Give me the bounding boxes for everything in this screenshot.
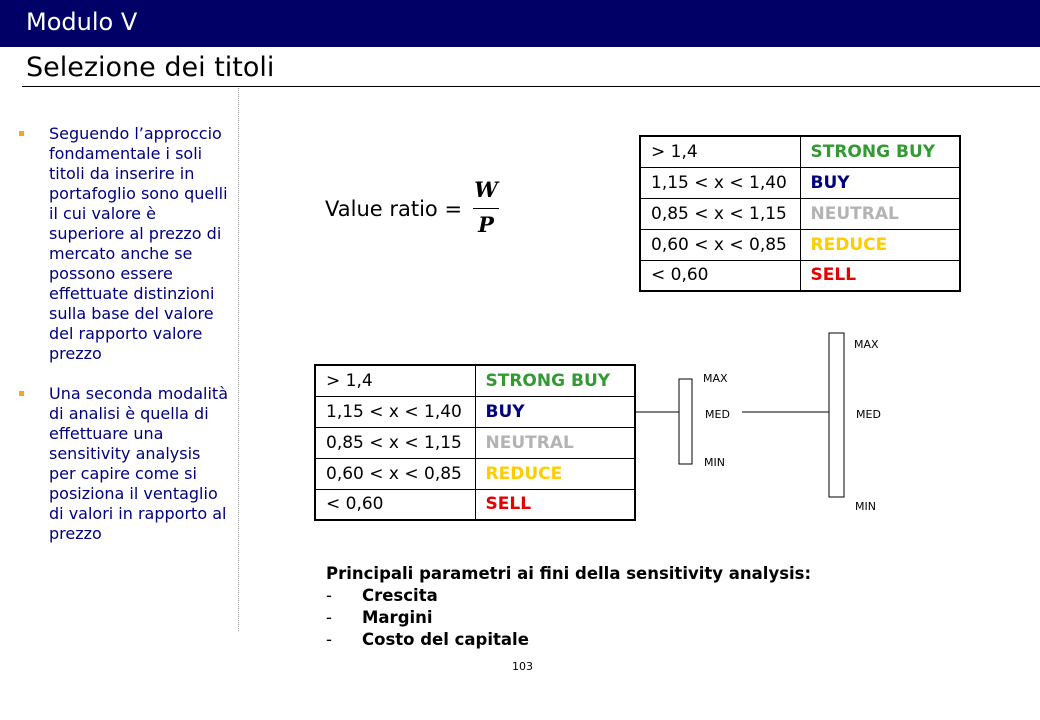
bullet-marker-icon (19, 391, 24, 396)
signal-cell: STRONG BUY (800, 136, 960, 167)
parameter-item (326, 607, 811, 629)
header-bar (0, 0, 1040, 47)
module-label: Modulo V (26, 8, 138, 36)
right-med-label: MED (856, 408, 881, 421)
formula-label: Value ratio = (325, 197, 463, 221)
table-row (640, 198, 960, 229)
parameters-heading: Principali parametri ai fini della sensitivity analysis: (326, 564, 812, 583)
left-med-label: MED (705, 408, 730, 421)
range-cell: < 0,60 (315, 489, 475, 520)
table-row (315, 489, 635, 520)
bullet-list (14, 124, 229, 564)
table-row (315, 427, 635, 458)
signal-cell: STRONG BUY (475, 365, 635, 396)
ratio-table-top (639, 135, 961, 292)
signal-cell: NEUTRAL (800, 198, 960, 229)
parameter-dash: - (326, 630, 332, 649)
range-cell: 0,60 < x < 0,85 (640, 229, 800, 260)
signal-cell: NEUTRAL (475, 427, 635, 458)
range-cell: 1,15 < x < 1,40 (315, 396, 475, 427)
table-row (640, 167, 960, 198)
range-cell: > 1,4 (640, 136, 800, 167)
signal-cell: BUY (475, 396, 635, 427)
bullet-text: Seguendo l’approccio fondamentale i soli titoli da inserire in portafoglio sono quelli il cui valore è superiore al prezzo di mercato anche se possono essere effettuate distinzioni sulla base del valore del rapporto valore prezzo (49, 124, 228, 363)
parameter-label: Margini (362, 608, 433, 627)
range-cell: 0,85 < x < 1,15 (640, 198, 800, 229)
range-cell: > 1,4 (315, 365, 475, 396)
parameter-label: Costo del capitale (362, 630, 529, 649)
fraction-bar (473, 208, 499, 209)
right-max-label: MAX (854, 338, 879, 351)
sensitivity-parameters (326, 563, 811, 651)
title-divider (22, 86, 1040, 87)
table-row (315, 396, 635, 427)
table-row (640, 229, 960, 260)
bullet-item (14, 124, 229, 364)
left-min-label: MIN (704, 456, 725, 469)
right-range-bar (829, 333, 844, 497)
bullet-item (14, 384, 229, 544)
column-divider (238, 88, 239, 631)
range-cell: 1,15 < x < 1,40 (640, 167, 800, 198)
page-title: Selezione dei titoli (26, 52, 275, 83)
range-cell: 0,60 < x < 0,85 (315, 458, 475, 489)
left-range-bar (679, 379, 692, 464)
page-number: 103 (512, 660, 533, 673)
range-cell: < 0,60 (640, 260, 800, 291)
signal-cell: SELL (800, 260, 960, 291)
bullet-text: Una seconda modalità di analisi è quella di effettuare una sensitivity analysis per capire come si posiziona il ventaglio di valori in rapporto al prezzo (49, 384, 228, 543)
signal-cell: SELL (475, 489, 635, 520)
formula-numerator: W (474, 177, 498, 202)
bullet-marker-icon (19, 131, 24, 136)
ratio-table-bottom (314, 364, 636, 521)
parameter-item (326, 629, 811, 651)
table-row (315, 458, 635, 489)
parameter-label: Crescita (362, 586, 438, 605)
signal-cell: BUY (800, 167, 960, 198)
signal-cell: REDUCE (475, 458, 635, 489)
table-row (640, 260, 960, 291)
table-row (640, 136, 960, 167)
parameter-item (326, 585, 811, 607)
range-cell: 0,85 < x < 1,15 (315, 427, 475, 458)
signal-cell: REDUCE (800, 229, 960, 260)
table-row (315, 365, 635, 396)
parameter-dash: - (326, 586, 332, 605)
parameter-dash: - (326, 608, 332, 627)
formula-denominator: P (478, 212, 494, 237)
right-min-label: MIN (855, 500, 876, 513)
formula-fraction (473, 178, 499, 237)
left-max-label: MAX (703, 372, 728, 385)
